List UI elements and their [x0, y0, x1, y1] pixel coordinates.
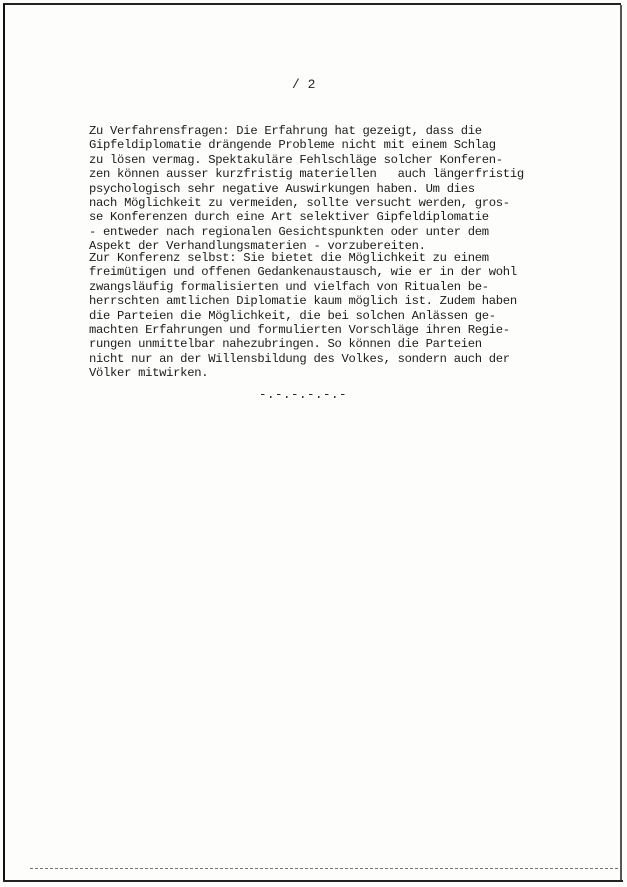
scan-border-left [3, 4, 5, 880]
text-line: machten Erfahrungen und formulierten Vorschläge ihren Regie- [89, 323, 510, 338]
text-line: nicht nur an der Willensbildung des Volkes, sondern auch der [89, 351, 510, 366]
scan-border-bottom [3, 880, 623, 882]
text-line: rungen unmittelbar nahezubringen. So können die Parteien [89, 337, 482, 352]
scan-artifact-line [30, 868, 618, 870]
text-line: zen können ausser kurzfristig materiellen auch längerfristig [89, 167, 524, 182]
text-line: se Konferenzen durch eine Art selektiver Gipfeldiplomatie [89, 210, 489, 225]
scan-border-top [3, 3, 621, 5]
paragraph-procedural-questions [89, 124, 609, 254]
text-line: nach Möglichkeit zu vermeiden, sollte versucht werden, gros- [89, 196, 510, 211]
page-number: / 2 [292, 77, 316, 92]
text-line: Zur Konferenz selbst: Sie bietet die Möglichkeit zu einem [89, 251, 489, 265]
text-line: Zu Verfahrensfragen: Die Erfahrung hat gezeigt, dass die [89, 124, 482, 138]
end-separator: -.-.-.-.-.- [259, 388, 348, 402]
text-line: herrschten amtlichen Diplomatie kaum möglich ist. Zudem haben [89, 294, 517, 309]
paragraph-conference-itself [89, 251, 609, 381]
text-line: Aspekt der Verhandlungsmaterien - vorzubereiten. [89, 239, 426, 254]
text-line: zwangsläufig formalisierten und vielfach von Ritualen be- [89, 279, 489, 294]
text-line: die Parteien die Möglichkeit, die bei solchen Anlässen ge- [89, 308, 496, 323]
scan-border-right [620, 5, 622, 882]
text-line: freimütigen und offenen Gedankenaustausch, wie er in der wohl [89, 265, 517, 280]
text-line: zu lösen vermag. Spektakuläre Fehlschläge solcher Konferen- [89, 152, 503, 167]
text-line: - entweder nach regionalen Gesichtspunkten oder unter dem [89, 224, 489, 239]
text-line: Völker mitwirken. [89, 366, 209, 381]
text-line: Gipfeldiplomatie drängende Probleme nicht mit einem Schlag [89, 138, 496, 153]
text-line: psychologisch sehr negative Auswirkungen haben. Um dies [89, 181, 475, 196]
